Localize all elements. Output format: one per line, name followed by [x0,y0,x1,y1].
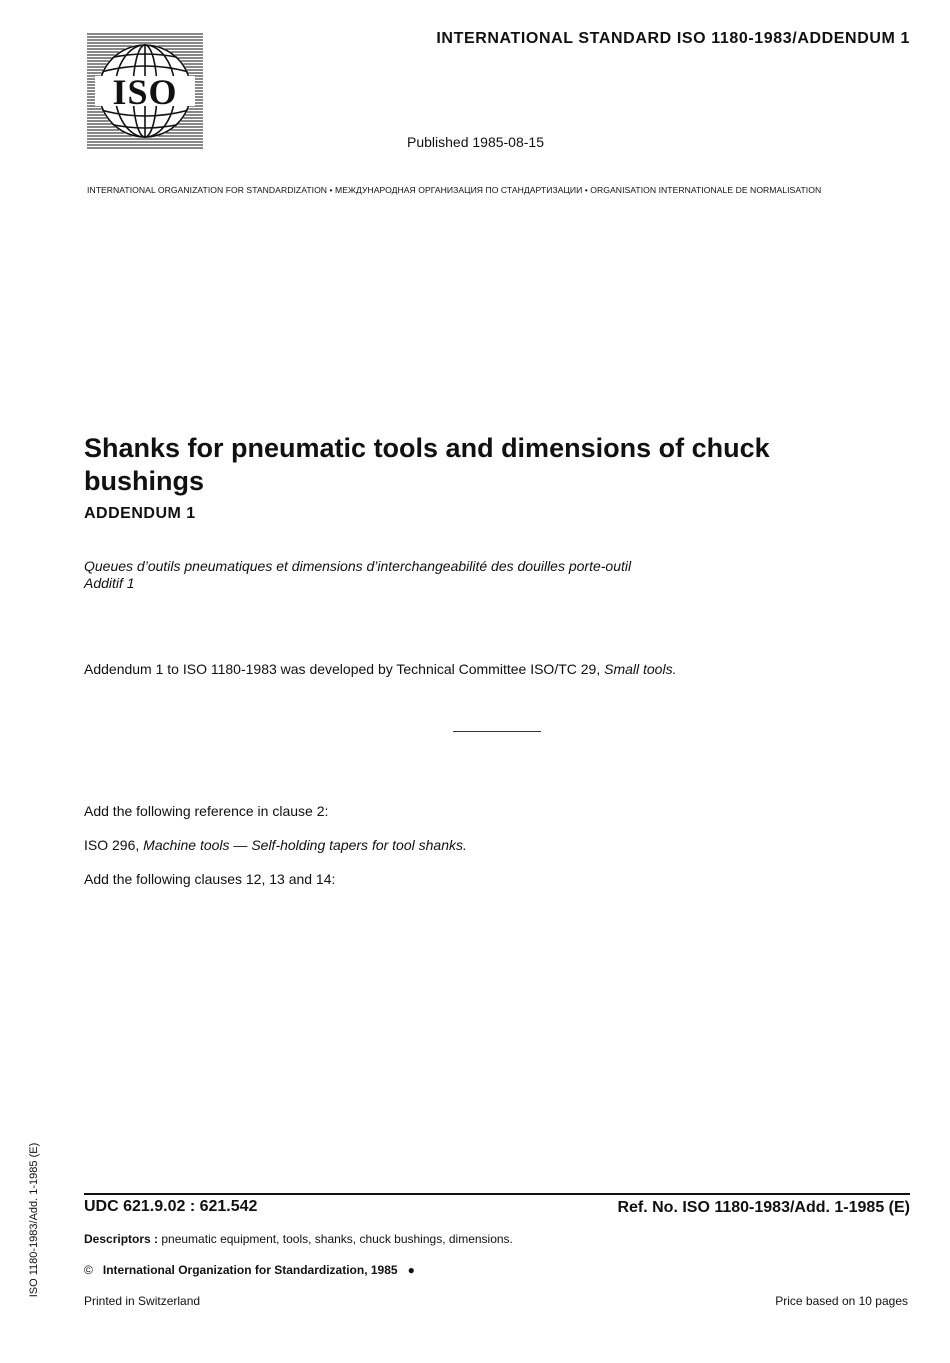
descriptors-label: Descriptors : [84,1232,159,1246]
reference-number: Ref. No. ISO 1180-1983/Add. 1-1985 (E) [617,1199,910,1216]
footer-rule [84,1193,910,1195]
french-addendum-line: Additif 1 [84,575,135,591]
reference-title: Machine tools — Self-holding tapers for tool shanks. [143,837,467,853]
iso-logo-text: ISO [112,72,178,112]
french-title [84,558,631,592]
descriptors-values: pneumatic equipment, tools, shanks, chuck bushings, dimensions. [158,1232,513,1246]
standard-designation: INTERNATIONAL STANDARD ISO 1180-1983/ADDENDUM 1 [436,30,910,47]
clauses-note: Add the following clauses 12, 13 and 14: [84,871,336,887]
price-note: Price based on 10 pages [775,1294,908,1308]
publication-date: Published 1985-08-15 [407,134,544,150]
reference-entry [84,837,467,853]
copyright-icon: © [84,1263,93,1277]
french-title-line: Queues d’outils pneumatiques et dimensions d’interchangeabilité des douilles porte-outil [84,558,632,574]
document-title: Shanks for pneumatic tools and dimensions of chuck bushings [84,433,770,496]
section-separator [453,731,541,732]
bullet-icon: ● [407,1263,415,1277]
printed-location: Printed in Switzerland [84,1294,201,1308]
copyright-notice [84,1263,415,1277]
copyright-text: International Organization for Standardization, 1985 [102,1263,398,1277]
organization-names: INTERNATIONAL ORGANIZATION FOR STANDARDIZATION • МЕЖДУНАРОДНАЯ ОРГАНИЗАЦИЯ ПО СТАНДАРТИЗАЦИИ • ORGANISATION INTERNATIONALE DE NORMALISATION [87,185,822,195]
iso-logo [87,32,203,150]
descriptors [84,1232,513,1246]
reference-code: ISO 296, [84,837,144,853]
development-note-text: Addendum 1 to ISO 1180-1983 was developed by Technical Committee ISO/TC 29, [84,661,605,677]
udc-code: UDC 621.9.02 : 621.542 [84,1198,258,1215]
side-margin-code-text: ISO 1180-1983/Add. 1-1985 (E) [28,1142,40,1298]
reference-intro: Add the following reference in clause 2: [84,803,329,819]
side-margin-code [27,1135,41,1305]
committee-name: Small tools. [604,661,677,677]
addendum-label: ADDENDUM 1 [84,505,196,522]
development-note [84,661,676,677]
